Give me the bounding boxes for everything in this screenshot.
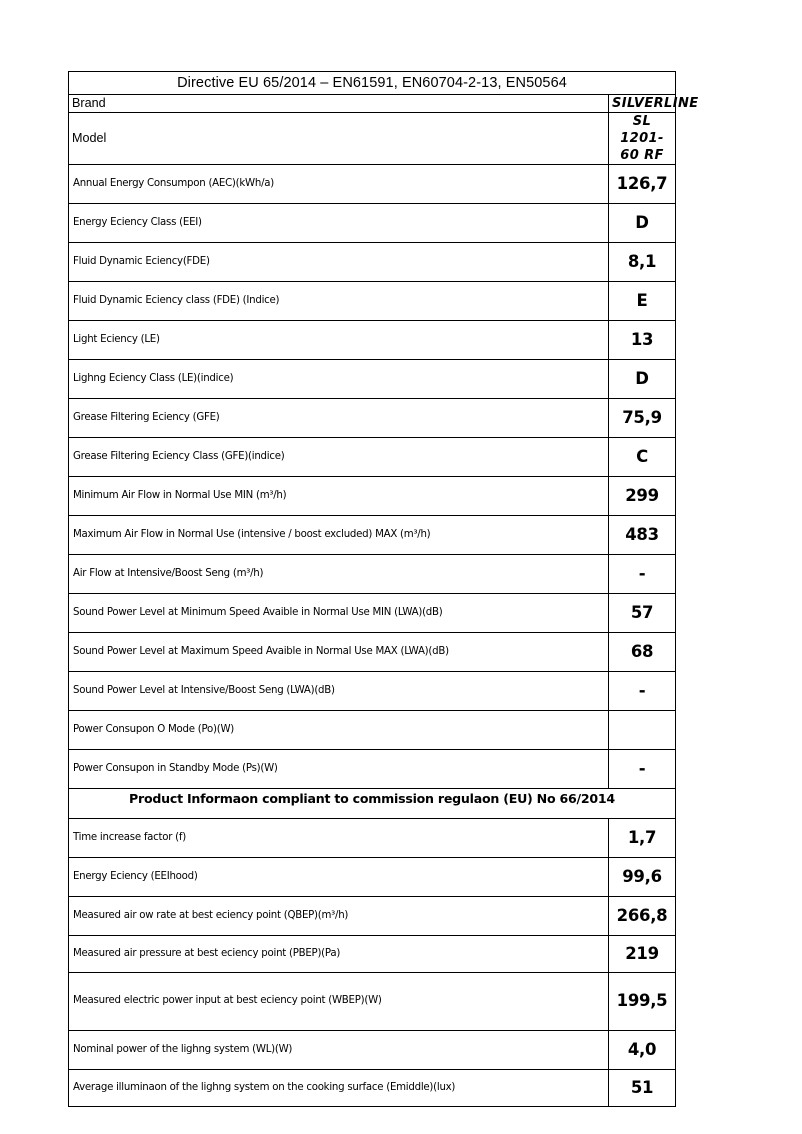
table-row-directive-title [69,72,676,95]
spec-label: Light Eciency (LE) [69,321,609,360]
brand-label: Brand [69,95,609,113]
spec-label: Fluid Dynamic Eciency class (FDE) (Indice) [69,282,609,321]
spec-value: 199,5 [609,973,676,1031]
spec-label: Grease Filtering Eciency (GFE) [69,399,609,438]
spec-label: Time increase factor (f) [69,819,609,858]
section-header: Product Informaon compliant to commission regulaon (EU) No 66/2014 [69,789,676,819]
spec-value: - [609,750,676,789]
spec-value: 299 [609,477,676,516]
table-row [69,438,676,477]
brand-value: SILVERLINE [609,95,676,113]
model-value: SL 1201-60 RF [609,113,676,165]
table-row [69,897,676,936]
energy-label-sheet [68,71,699,1107]
table-row [69,594,676,633]
table-row [69,633,676,672]
table-row [69,711,676,750]
spec-label: Maximum Air Flow in Normal Use (intensive / boost excluded) MAX (m³/h) [69,516,609,555]
model-label: Model [69,113,609,165]
spec-label: Power Consupon O Mode (Po)(W) [69,711,609,750]
spec-value: - [609,672,676,711]
table-row [69,204,676,243]
spec-label: Lighng Eciency Class (LE)(indice) [69,360,609,399]
spec-value: D [609,360,676,399]
spec-label: Fluid Dynamic Eciency(FDE) [69,243,609,282]
spec-label: Sound Power Level at Intensive/Boost Seng (LWA)(dB) [69,672,609,711]
table-row [69,750,676,789]
table-row [69,936,676,973]
table-row [69,282,676,321]
spec-value: 219 [609,936,676,973]
spec-value: 68 [609,633,676,672]
table-row [69,516,676,555]
table-row [69,399,676,438]
table-row [69,243,676,282]
spec-value: 126,7 [609,165,676,204]
spec-value [609,711,676,750]
spec-label: Measured air ow rate at best eciency point (QBEP)(m³/h) [69,897,609,936]
table-row [69,973,676,1031]
spec-label: Grease Filtering Eciency Class (GFE)(indice) [69,438,609,477]
table-row [69,321,676,360]
spec-label: Energy Eciency (EEIhood) [69,858,609,897]
spec-label: Measured air pressure at best eciency point (PBEP)(Pa) [69,936,609,973]
table-row [69,858,676,897]
spec-value: 99,6 [609,858,676,897]
spec-value: 266,8 [609,897,676,936]
spec-label: Energy Eciency Class (EEI) [69,204,609,243]
spec-value: 13 [609,321,676,360]
spec-value: 57 [609,594,676,633]
table-row [69,477,676,516]
table-body [69,72,699,1107]
directive-title: Directive EU 65/2014 – EN61591, EN60704-2-13, EN50564 [69,72,676,95]
spec-value: D [609,204,676,243]
spec-value: 75,9 [609,399,676,438]
spec-value: 8,1 [609,243,676,282]
spec-label: Sound Power Level at Maximum Speed Avaible in Normal Use MAX (LWA)(dB) [69,633,609,672]
spec-label: Average illuminaon of the lighng system on the cooking surface (Emiddle)(lux) [69,1070,609,1107]
spec-label: Annual Energy Consumpon (AEC)(kWh/a) [69,165,609,204]
table-row [69,165,676,204]
spec-value: 4,0 [609,1031,676,1070]
table-row-brand [69,95,676,113]
table-row [69,1070,676,1107]
table-row-model [69,113,676,165]
spec-value: - [609,555,676,594]
table-row [69,819,676,858]
spec-value: 1,7 [609,819,676,858]
spec-label: Minimum Air Flow in Normal Use MIN (m³/h) [69,477,609,516]
table-row [69,672,676,711]
spec-label: Sound Power Level at Minimum Speed Avaible in Normal Use MIN (LWA)(dB) [69,594,609,633]
product-specification-table [68,71,699,1107]
spec-value: 483 [609,516,676,555]
spec-label: Measured electric power input at best eciency point (WBEP)(W) [69,973,609,1031]
spec-label: Power Consupon in Standby Mode (Ps)(W) [69,750,609,789]
spec-value: C [609,438,676,477]
spec-label: Nominal power of the lighng system (WL)(W) [69,1031,609,1070]
table-row [69,1031,676,1070]
spec-value: 51 [609,1070,676,1107]
spec-label: Air Flow at Intensive/Boost Seng (m³/h) [69,555,609,594]
spec-value: E [609,282,676,321]
table-row [69,555,676,594]
table-row-section-header [69,789,676,819]
table-row [69,360,676,399]
